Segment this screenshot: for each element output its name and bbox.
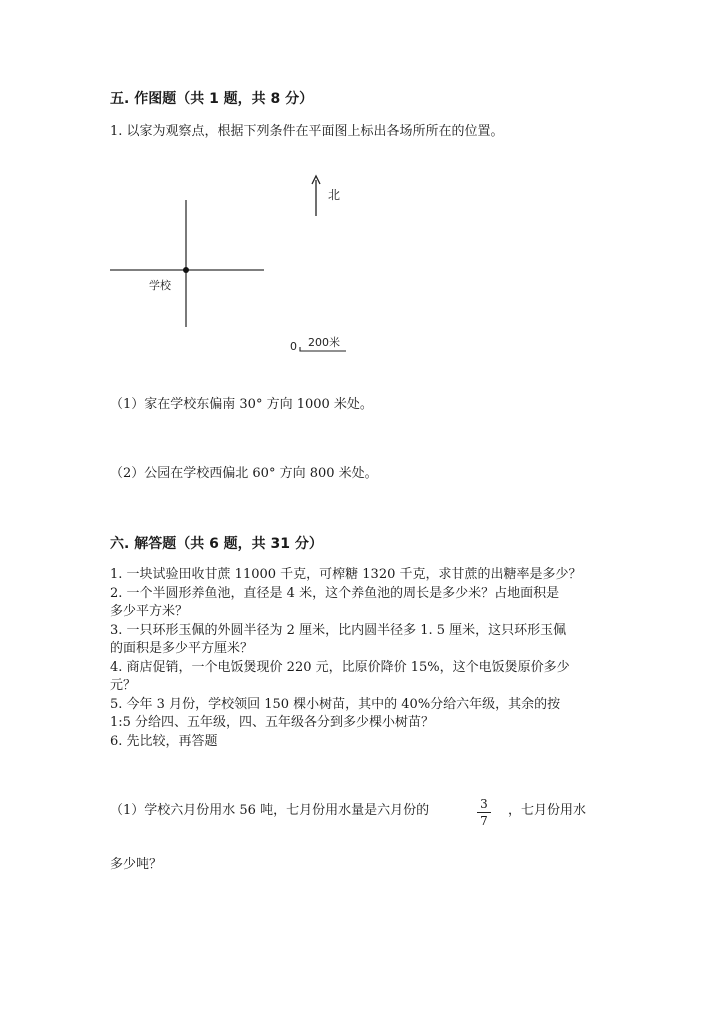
- fraction-numerator: 3: [480, 797, 488, 811]
- section-5-title: 五. 作图题（共 1 题，共 8 分）: [110, 91, 314, 107]
- section-6-title: 六. 解答题（共 6 题，共 31 分）: [110, 536, 323, 552]
- question-line: 1. 一块试验田收甘蔗 11000 千克，可榨糖 1320 千克，求甘蔗的出糖率是多少？: [110, 567, 582, 582]
- map-diagram: [0, 0, 720, 380]
- sub-question-6-1-part1: （1）学校六月份用水 56 吨，七月份用水量是六月份的: [110, 803, 430, 818]
- school-label: 学校: [149, 279, 171, 292]
- scale-label: 200米: [308, 336, 340, 349]
- fraction-three-sevenths: [477, 797, 491, 828]
- scale-zero: 0: [290, 340, 297, 353]
- sub-question-6-1-cont: 多少吨？: [110, 857, 163, 872]
- school-point: [183, 267, 189, 273]
- question-line: 1:5 分给四、五年级，四、五年级各分到多少棵小树苗？: [110, 715, 435, 730]
- sub-question-5-1-1: （1）家在学校东偏南 30° 方向 1000 米处。: [110, 397, 373, 412]
- fraction-denominator: 7: [480, 814, 488, 828]
- question-line: 3. 一只环形玉佩的外圆半径为 2 厘米，比内圆半径多 1. 5 厘米，这只环形玉佩: [110, 622, 567, 638]
- question-line: 4. 商店促销，一个电饭煲现价 220 元，比原价降价 15%，这个电饭煲原价多少: [110, 659, 570, 675]
- question-line: 的面积是多少平方厘米？: [110, 641, 254, 656]
- question-line: 5. 今年 3 月份，学校领回 150 棵小树苗，其中的 40%分给六年级，其余的按: [110, 696, 561, 712]
- sub-question-6-1-part2: ，七月份用水: [508, 803, 587, 818]
- section-6-questions: [110, 566, 610, 751]
- question-line: 6. 先比较，再答题: [110, 733, 218, 749]
- fraction-bar: [477, 812, 491, 813]
- question-line: 多少平方米？: [110, 604, 189, 619]
- question-line: 元？: [110, 678, 137, 693]
- question-line: 2. 一个半圆形养鱼池，直径是 4 米，这个养鱼池的周长是多少米？占地面积是: [110, 585, 560, 601]
- question-5-1: 1. 以家为观察点，根据下列条件在平面图上标出各场所所在的位置。: [110, 124, 504, 139]
- north-label: 北: [328, 188, 341, 202]
- sub-question-5-1-2: （2）公园在学校西偏北 60° 方向 800 米处。: [110, 466, 378, 481]
